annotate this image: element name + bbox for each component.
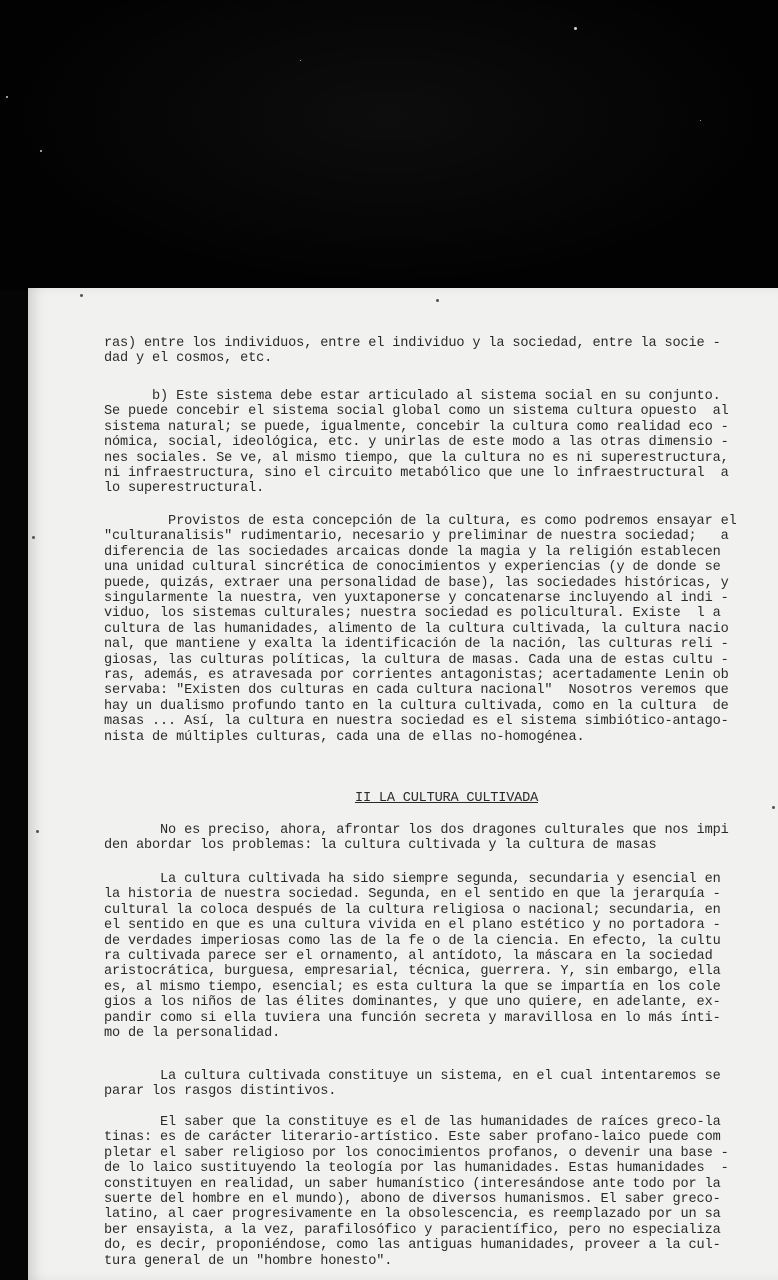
text-line: den abordar los problemas: la cultura cultivada y la cultura de masas	[104, 838, 657, 854]
text-line: singularmente la nuestra, ven yuxtaponerse y concatenarse incluyendo al indi -	[104, 591, 729, 607]
text-line: ras, además, es atravesada por corrientes antagonistas; acertadamente Lenin ob	[104, 668, 729, 684]
text-line: Provistos de esta concepción de la cultura, es como podremos ensayar el	[104, 514, 737, 529]
text-line: masas ... Así, la cultura en nuestra sociedad es el sistema simbiótico-antago-	[104, 714, 729, 730]
text-line: constituyen en realidad, un saber humanístico (interesándose ante todo por la	[104, 1176, 721, 1192]
text-line: "culturanalisis" rudimentario, necesario y preliminar de nuestra sociedad; a	[104, 529, 729, 545]
text-line: pandir como si ella tuviera una función secreta y maravillosa en lo más ínti-	[104, 1010, 721, 1026]
paragraph-5	[104, 872, 730, 1041]
paragraph-2	[104, 389, 730, 497]
text-line: el sentido en que es una cultura vivida en el plano estético y no portadora -	[104, 918, 721, 934]
paragraph-7	[104, 1115, 730, 1269]
text-line: nómica, social, ideológica, etc. y unirlas de este modo a las otras dimensio -	[104, 435, 729, 451]
text-line: parar los rasgos distintivos.	[104, 1084, 337, 1100]
text-line: nes sociales. Se ve, al mismo tiempo, que la cultura no es ni superestructura,	[104, 450, 729, 466]
text-line: ber ensayista, a la vez, parafilosófico y paracientífico, pero no especializa	[104, 1222, 721, 1238]
text-line: La cultura cultivada ha sido siempre segunda, secundaria y esencial en	[104, 872, 721, 887]
text-line: dad y el cosmos, etc.	[104, 351, 273, 367]
text-line: ni infraestructura, sino el circuito metabólico que une lo infraestructural a	[104, 466, 729, 482]
text-line: hay un dualismo profundo tanto en la cultura cultivada, como en la cultura de	[104, 698, 729, 714]
text-line: ras) entre los individuos, entre el individuo y la sociedad, entre la socie -	[104, 336, 721, 351]
section-heading: II LA CULTURA CULTIVADA	[355, 791, 539, 806]
text-line: servaba: "Existen dos culturas en cada cultura nacional" Nosotros veremos que	[104, 683, 729, 699]
text-line: La cultura cultivada constituye un sistema, en el cual intentaremos se	[104, 1069, 721, 1084]
text-line: ra cultivada parece ser el ornamento, al antídoto, la máscara en la sociedad	[104, 949, 713, 965]
text-line: latino, al caer progresivamente en la obsolescencia, es reemplazado por un sa	[104, 1207, 721, 1223]
text-line: suerte del hombre en el mundo), abono de diversos humanismos. El saber greco-	[104, 1192, 721, 1208]
text-line: cultura de las humanidades, alimento de la cultura cultivada, la cultura nacio	[104, 621, 729, 637]
text-line: Se puede concebir el sistema social global como un sistema cultura opuesto al	[104, 404, 729, 420]
paragraph-4	[104, 823, 730, 854]
dark-background	[0, 0, 778, 290]
text-line: es, al mismo tiempo, esencial; es esta cultura la que se impartía en los cole	[104, 979, 721, 995]
paragraph-3	[104, 514, 737, 745]
text-line: de verdades imperiosas como las de la fe o de la ciencia. En efecto, la cultu	[104, 933, 721, 949]
text-line: gios a los niños de las élites dominantes, y que uno quiere, en adelante, ex-	[104, 995, 721, 1011]
text-line: pletar el saber religioso por los conocimientos profanos, o devenir una base -	[104, 1145, 729, 1161]
text-line: giosas, las culturas políticas, la cultura de masas. Cada una de estas cultu -	[104, 652, 729, 668]
text-line: cultural la coloca después de la cultura religiosa o nacional; secundaria, en	[104, 902, 721, 918]
text-line: do, es decir, proponiéndose, como las antiguas humanidades, proveer a la cul-	[104, 1238, 721, 1254]
text-line: tura general de un "hombre honesto".	[104, 1253, 393, 1269]
text-line: la historia de nuestra sociedad. Segunda, en el sentido en que la jerarquía -	[104, 887, 721, 903]
text-line: puede, quizás, extraer una personalidad de base), las sociedades históricas, y	[104, 575, 729, 591]
paragraph-6	[104, 1069, 730, 1100]
text-line: b) Este sistema debe estar articulado al sistema social en su conjunto.	[104, 389, 721, 404]
text-line: El saber que la constituye es el de las humanidades de raíces greco-la	[104, 1115, 721, 1130]
text-line: lo superestructural.	[104, 481, 265, 497]
text-line: sistema natural; se puede, igualmente, concebir la cultura como realidad eco -	[104, 419, 729, 435]
paragraph-1	[104, 336, 730, 367]
text-line: nal, que mantiene y exalta la identificación de la nación, las culturas reli -	[104, 637, 729, 653]
text-line: diferencia de las sociedades arcaicas donde la magia y la religión establecen	[104, 544, 721, 560]
text-line: una unidad cultural sincrética de conocimientos y experiencias (y de donde se	[104, 560, 721, 576]
text-line: aristocrática, burguesa, empresarial, técnica, guerrera. Y, sin embargo, ella	[104, 964, 721, 980]
text-line: de lo laico sustituyendo la teología por las humanidades. Estas humanidades -	[104, 1161, 729, 1177]
text-line: nista de múltiples culturas, cada una de ellas no-homogénea.	[104, 729, 585, 745]
text-line: mo de la personalidad.	[104, 1026, 281, 1042]
text-line: No es preciso, ahora, afrontar los dos dragones culturales que nos impi	[104, 823, 729, 838]
text-line: tinas: es de carácter literario-artístico. Este saber profano-laico puede com	[104, 1130, 721, 1146]
text-line: viduo, los sistemas culturales; nuestra sociedad es policultural. Existe l a	[104, 606, 721, 622]
